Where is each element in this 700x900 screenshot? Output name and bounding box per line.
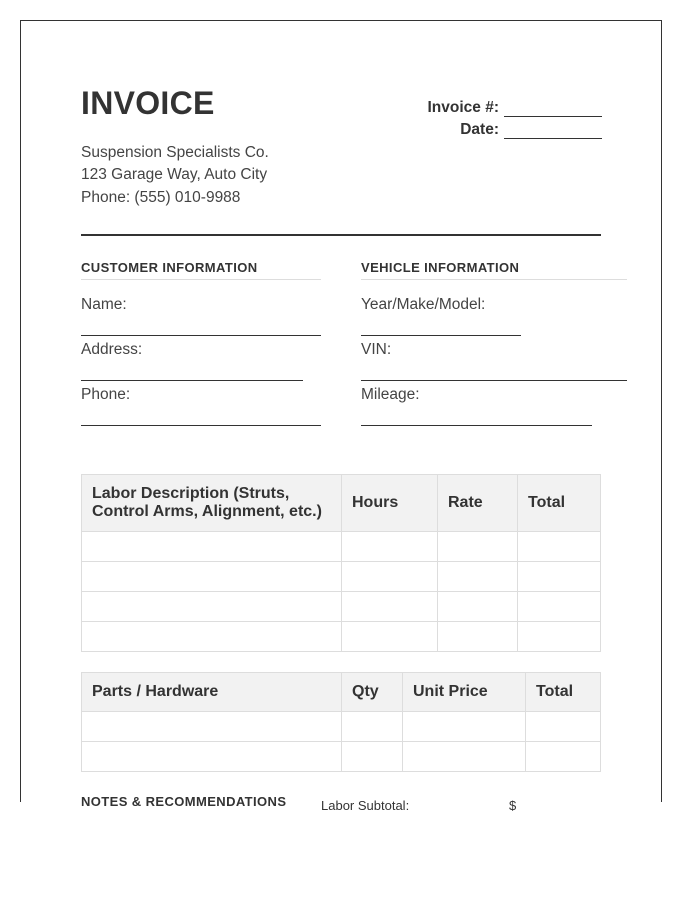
labor-total-cell[interactable] — [518, 532, 601, 562]
labor-row — [82, 532, 601, 562]
parts-row — [82, 742, 601, 772]
invoice-sheet — [20, 20, 662, 813]
header-divider — [81, 234, 601, 236]
invoice-number-field — [428, 99, 603, 117]
vehicle-ymm-line[interactable] — [361, 335, 521, 336]
invoice-date-field — [460, 121, 602, 139]
labor-row — [82, 592, 601, 622]
labor-hours-cell[interactable] — [342, 592, 438, 622]
labor-subtotal-value: $ — [509, 798, 517, 813]
labor-row — [82, 562, 601, 592]
vehicle-vin-line[interactable] — [361, 380, 627, 381]
parts-unit-price-cell[interactable] — [403, 712, 526, 742]
customer-info-heading: CUSTOMER INFORMATION — [81, 260, 321, 280]
customer-address-label: Address: — [81, 341, 143, 358]
parts-qty-header: Qty — [342, 673, 403, 712]
parts-table-header — [82, 673, 601, 712]
parts-unit-price-header: Unit Price — [403, 673, 526, 712]
customer-phone-label: Phone: — [81, 386, 131, 403]
labor-rate-cell[interactable] — [438, 532, 518, 562]
labor-total-cell[interactable] — [518, 562, 601, 592]
customer-address-line[interactable] — [81, 380, 303, 381]
labor-rate-cell[interactable] — [438, 622, 518, 652]
customer-name-label: Name: — [81, 296, 127, 313]
parts-qty-cell[interactable] — [342, 712, 403, 742]
labor-rate-header: Rate — [438, 475, 518, 532]
invoice-date-label: Date: — [460, 121, 499, 138]
labor-total-cell[interactable] — [518, 622, 601, 652]
customer-name-line[interactable] — [81, 335, 321, 336]
vehicle-mileage-label: Mileage: — [361, 386, 420, 403]
parts-table — [81, 672, 601, 772]
labor-hours-cell[interactable] — [342, 622, 438, 652]
company-phone: Phone: (555) 010-9988 — [81, 189, 241, 206]
vehicle-ymm-label: Year/Make/Model: — [361, 296, 486, 313]
labor-table-header — [82, 475, 601, 532]
labor-rate-cell[interactable] — [438, 562, 518, 592]
labor-rate-cell[interactable] — [438, 592, 518, 622]
parts-row — [82, 712, 601, 742]
labor-table — [81, 474, 601, 652]
labor-description-cell[interactable] — [82, 532, 342, 562]
vehicle-mileage-line[interactable] — [361, 425, 592, 426]
parts-qty-cell[interactable] — [342, 742, 403, 772]
parts-unit-price-cell[interactable] — [403, 742, 526, 772]
invoice-date-line[interactable] — [504, 124, 602, 139]
vehicle-vin-label: VIN: — [361, 341, 392, 358]
labor-total-cell[interactable] — [518, 592, 601, 622]
parts-hardware-header: Parts / Hardware — [82, 673, 342, 712]
parts-hardware-cell[interactable] — [82, 742, 342, 772]
customer-phone-line[interactable] — [81, 425, 321, 426]
labor-subtotal-label: Labor Subtotal: — [321, 798, 410, 813]
labor-row — [82, 622, 601, 652]
labor-description-cell[interactable] — [82, 562, 342, 592]
parts-hardware-cell[interactable] — [82, 712, 342, 742]
company-name: Suspension Specialists Co. — [81, 144, 269, 161]
labor-hours-header: Hours — [342, 475, 438, 532]
notes-heading: NOTES & RECOMMENDATIONS — [81, 794, 287, 809]
labor-hours-cell[interactable] — [342, 532, 438, 562]
invoice-number-line[interactable] — [504, 102, 602, 117]
labor-total-header: Total — [518, 475, 601, 532]
invoice-title: INVOICE — [81, 85, 215, 121]
parts-total-header: Total — [526, 673, 601, 712]
invoice-number-label: Invoice #: — [427, 99, 499, 116]
parts-total-cell[interactable] — [526, 712, 601, 742]
vehicle-info-heading: VEHICLE INFORMATION — [361, 260, 627, 280]
labor-description-header: Labor Description (Struts, Control Arms, Alignment, etc.) — [82, 475, 342, 532]
company-address: 123 Garage Way, Auto City — [81, 166, 268, 183]
labor-hours-cell[interactable] — [342, 562, 438, 592]
labor-description-cell[interactable] — [82, 622, 342, 652]
labor-description-cell[interactable] — [82, 592, 342, 622]
parts-total-cell[interactable] — [526, 742, 601, 772]
